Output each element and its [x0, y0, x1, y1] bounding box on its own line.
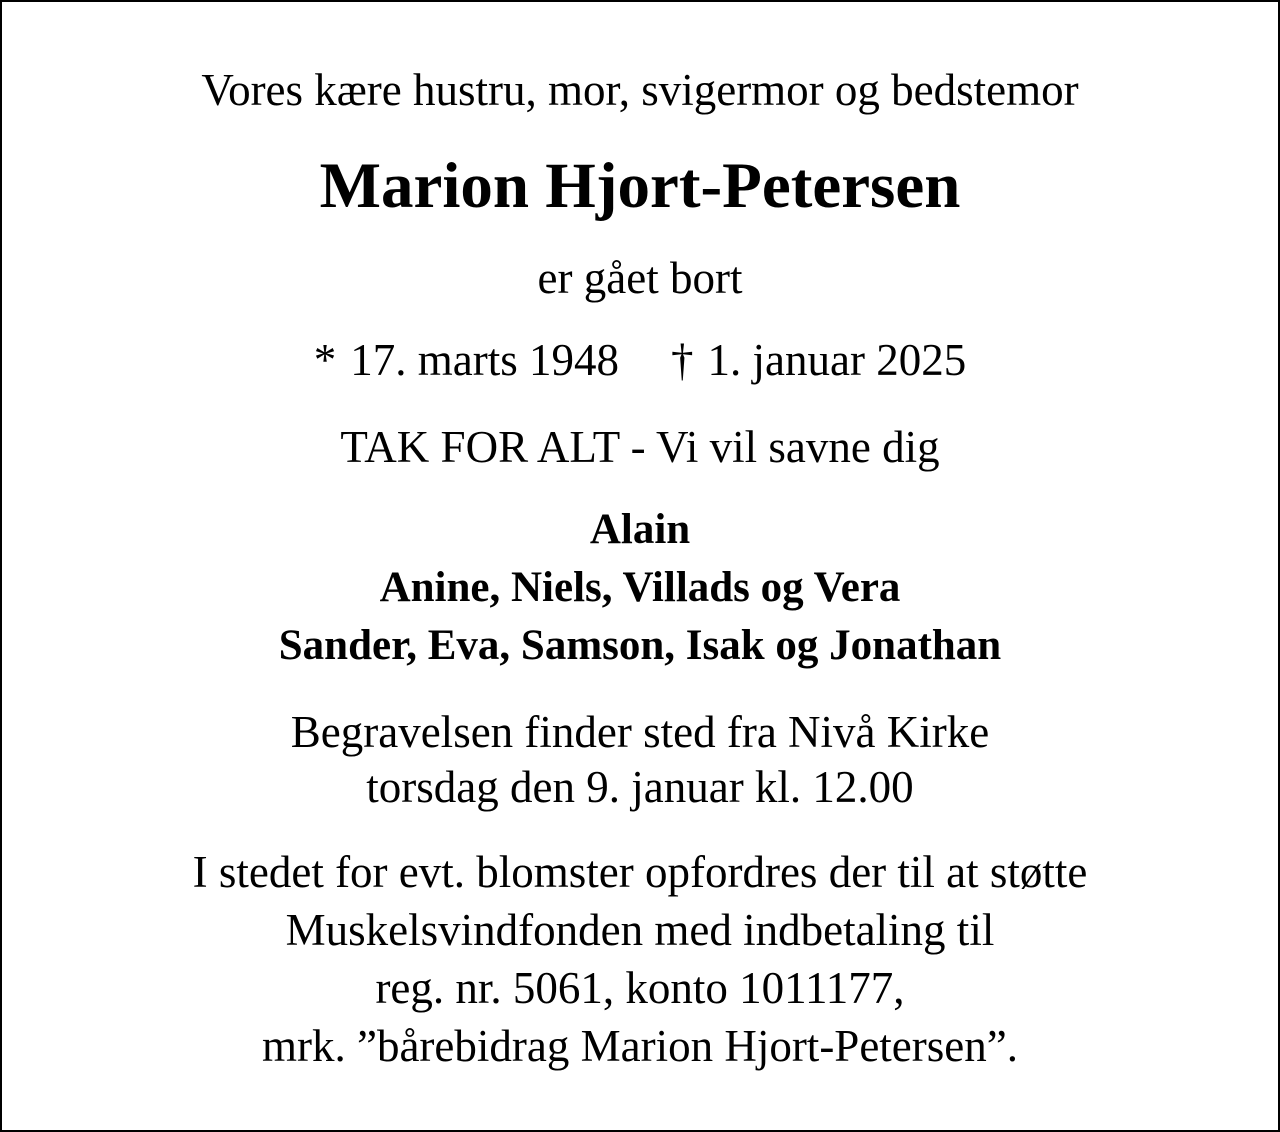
funeral-line: Begravelsen finder sted fra Nivå Kirke: [290, 707, 990, 757]
donation-line: mrk. ”bårebidrag Marion Hjort-Petersen”.: [262, 1021, 1018, 1071]
life-dates: [2, 335, 1278, 385]
thanks-text: TAK FOR ALT - Vi vil savne dig: [340, 422, 940, 472]
family-line: Sander, Eva, Samson, Isak og Jonathan: [278, 622, 1002, 669]
deceased-name: Marion Hjort-Petersen: [319, 150, 961, 222]
family-line: Alain: [589, 506, 691, 553]
died-date: 1. januar 2025: [707, 335, 967, 385]
donation-line: I stedet for evt. blomster opfordres der til at støtte: [192, 847, 1088, 897]
donation-line: reg. nr. 5061, konto 1011177,: [375, 963, 905, 1013]
funeral-info: [2, 707, 1278, 820]
donation-line: Muskelsvindfonden med indbetaling til: [285, 905, 995, 955]
born-date: 17. marts 1948: [350, 335, 620, 385]
intro-text: Vores kære hustru, mor, svigermor og bedstemor: [201, 65, 1079, 115]
family-names: [2, 508, 1278, 682]
born-symbol: *: [313, 335, 337, 385]
donation-info: [2, 847, 1278, 1082]
died-symbol: †: [671, 335, 694, 385]
funeral-line: torsdag den 9. januar kl. 12.00: [366, 762, 914, 812]
family-line: Anine, Niels, Villads og Vera: [379, 564, 901, 611]
passed-away-text: er gået bort: [537, 253, 743, 303]
